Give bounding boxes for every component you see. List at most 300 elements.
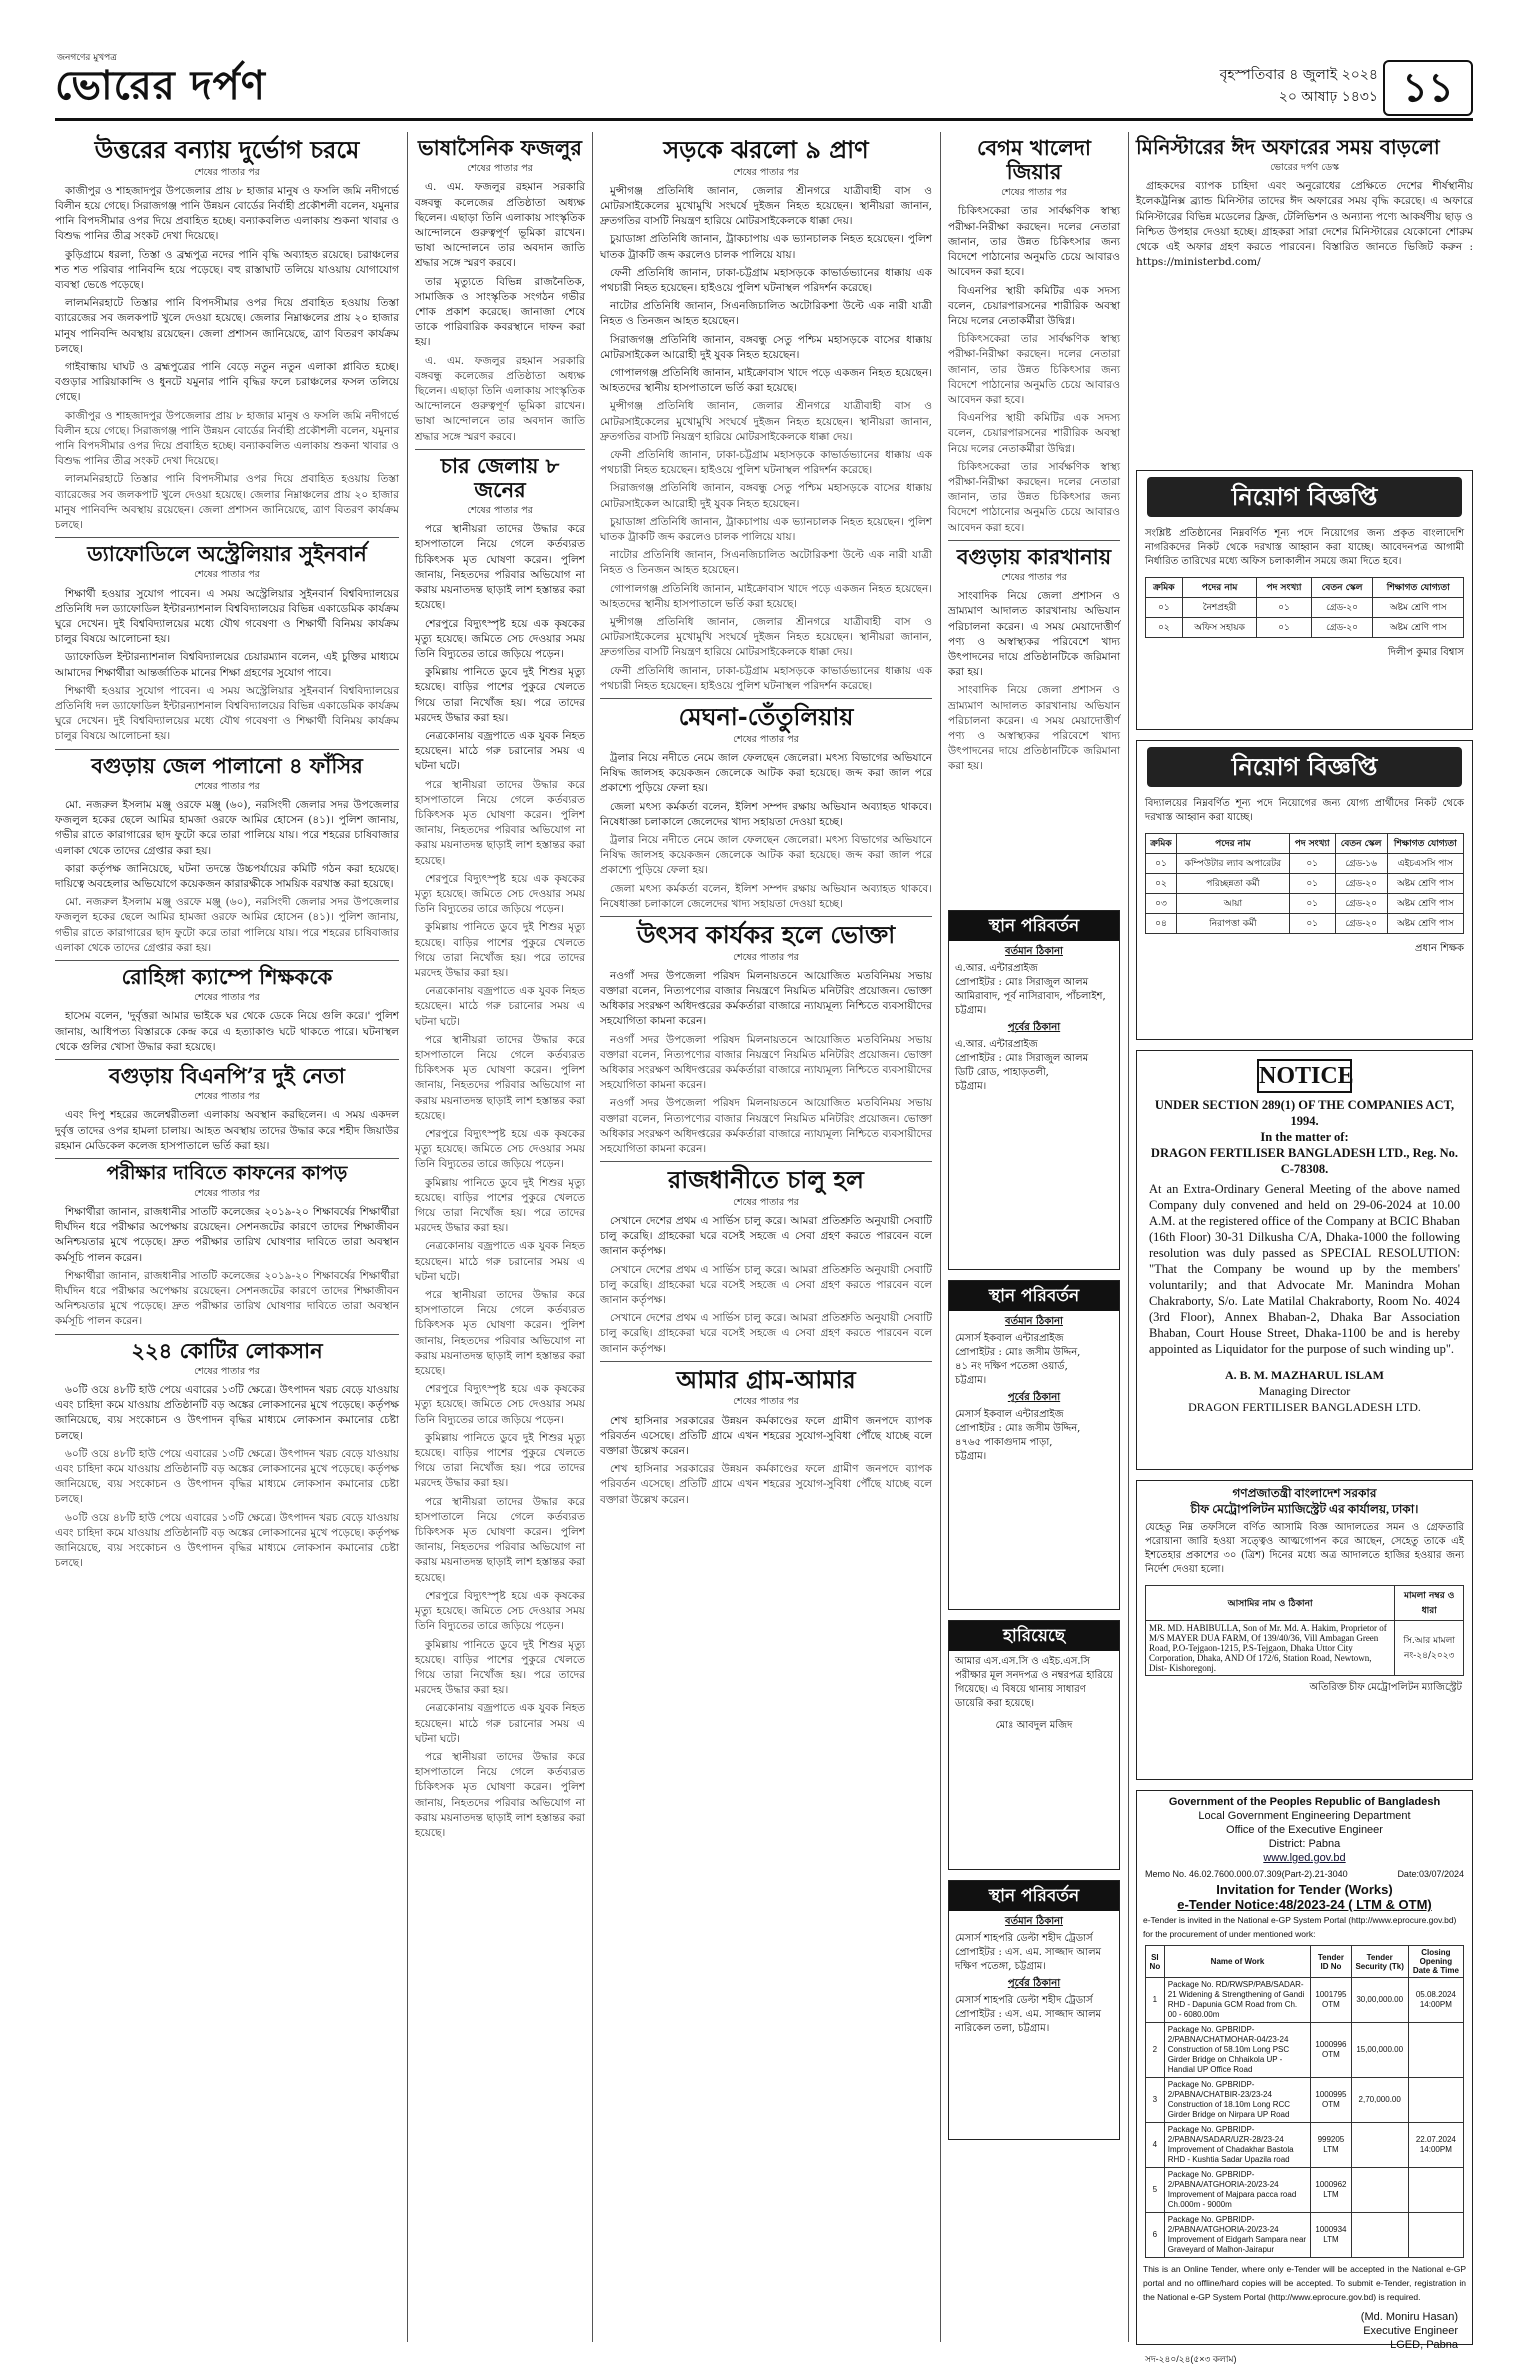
table-header: শিক্ষাগত যোগ্যতা	[1373, 578, 1464, 598]
article-paragraph: শিক্ষার্থী হওয়ার সুযোগ পাবেন। এ সময় অস্ট্রেলিয়ার সুইনবার্ন বিশ্ববিদ্যালয়ের প্রতিনিধি দল ড্যাফোডিল ইন্টারন্যাশনাল বিশ্ববিদ্যালয়ের বিভিন্ন একাডেমিক কার্যক্রম ঘুরে দেখেন। দুই বিশ্ববিদ্যালয়ের মধ্যে যৌথ গবেষণা ও শিক্ষার্থী বিনিময় কার্যক্রম চালুর বিষয়ে আলোচনা হয়।	[55, 684, 399, 743]
article-divider	[55, 1059, 399, 1060]
table-row	[1146, 2078, 1464, 2123]
previous-address-label: পূর্বের ঠিকানা	[1007, 1392, 1061, 1403]
job-ad-title: নিয়োগ বিজ্ঞপ্তি	[1147, 747, 1462, 787]
address-line: প্রোপাইটর : মোঃ সিরাজুল আলম	[955, 977, 1089, 988]
table-cell: কম্পিউটার ল্যাব অপারেটর	[1177, 854, 1290, 874]
headline-bnp-leaders: বগুড়ায় বিএনপি’র দুই নেতা	[109, 1062, 345, 1088]
headline-loss: ২২৪ কোটির লোকসান	[131, 1337, 323, 1363]
court-header-office: চীফ মেট্রোপলিটন ম্যাজিস্ট্রেট এর কার্যালয়, ঢাকা।	[1190, 1502, 1419, 1516]
continuation-label: শেষের পাতার পর	[733, 166, 799, 178]
article-paragraph: হাসেম বলেন, 'দুর্বৃত্তরা আমার ভাইকে ঘর থেকে ডেকে নিয়ে গুলি করে।' পুলিশ জানায়, আধিপত্য বিস্তারকে কেন্দ্র করে এ হত্যাকাণ্ড ঘটে থাকতে পারে। ঘটনাস্থল থেকে গুলির খোসা উদ্ধার করা হয়েছে।	[55, 1010, 399, 1053]
article-paragraph: জেলা মৎস্য কর্মকর্তা বলেন, ইলিশ সম্পদ রক্ষায় অভিযান অব্যাহত থাকবে। নিষেধাজ্ঞা চলাকালে জেলেদের খাদ্য সহায়তা দেওয়া হচ্ছে।	[600, 882, 932, 910]
tender-govt: Government of the Peoples Republic of Bangladesh	[1168, 1796, 1441, 1808]
court-signature: অতিরিক্ত চীফ মেট্রোপলিটন ম্যাজিস্ট্রেট	[1309, 1682, 1462, 1693]
article-paragraph: চিকিৎসকেরা তার সার্বক্ষণিক স্বাস্থ্য পরীক্ষা-নিরীক্ষা করছেন। দলের নেতারা জানান, তার উন্নত চিকিৎসার জন্য বিদেশে পাঠানোর অনুমতি চেয়ে আবারও আবেদন করা হবে।	[948, 460, 1120, 534]
column-2	[415, 132, 585, 2342]
court-proclamation	[1136, 1480, 1473, 1780]
article-paragraph: কুমিল্লায় পানিতে ডুবে দুই শিশুর মৃত্যু হয়েছে। বাড়ির পাশের পুকুরে খেলতে গিয়ে তারা নিখোঁজ হয়। পরে তাদের মরদেহ উদ্ধার করা হয়।	[415, 666, 585, 724]
table-cell: গ্রেড-২০	[1335, 894, 1387, 914]
article-paragraph: চুয়াডাঙ্গা প্রতিনিধি জানান, ট্রাকচাপায় এক ভ্যানচালক নিহত হয়েছেন। পুলিশ ঘাতক ট্রাকটি জব্দ করলেও চালক পালিয়ে যায়।	[600, 515, 932, 544]
previous-address-label: পূর্বের ঠিকানা	[1007, 1022, 1061, 1033]
table-cell: সি.আর মামলা নং-২৪/২০২৩	[1395, 1621, 1464, 1676]
lost-signature: মোঃ আবদুল মজিদ	[995, 1720, 1073, 1731]
continuation-label: শেষের পাতার পর	[733, 951, 799, 963]
tender-designation: Executive Engineer	[1363, 2325, 1458, 2337]
article-paragraph: কুমিল্লায় পানিতে ডুবে দুই শিশুর মৃত্যু হয়েছে। বাড়ির পাশের পুকুরে খেলতে গিয়ে তারা নিখোঁজ হয়। পরে তাদের মরদেহ উদ্ধার করা হয়।	[415, 1431, 585, 1490]
table-cell	[1408, 2078, 1463, 2123]
article-paragraph: বিএনপির স্থায়ী কমিটির এক সদস্য বলেন, চেয়ারপারসনের শারীরিক অবস্থা নিয়ে দলের নেতাকর্মীরা উদ্বিগ্ন।	[948, 412, 1120, 455]
table-cell: 15,00,000.00	[1351, 2023, 1408, 2078]
table-header: পদের নাম	[1177, 834, 1290, 854]
table-cell: Package No. GPBRIDP-2/PABNA/CHATBIR-23/23-24 Construction of 18.10m Long RCC Girder Bridge on Nirpara UP Road	[1164, 2078, 1310, 2123]
table-cell: ০১	[1289, 914, 1335, 934]
address-line: প্রোপাইটর : মোঃ সিরাজুল আলম	[955, 1053, 1089, 1064]
article-divider	[55, 537, 399, 538]
article-paragraph: পরে স্থানীয়রা তাদের উদ্ধার করে হাসপাতালে নিয়ে গেলে কর্তব্যরত চিকিৎসক মৃত ঘোষণা করেন। পুলিশ জানায়, নিহতদের পরিবার অভিযোগ না করায় ময়নাতদন্ত ছাড়াই লাশ হস্তান্তর করা হয়েছে।	[415, 778, 585, 867]
table-row	[1146, 854, 1464, 874]
article-divider	[600, 698, 932, 699]
job-ad-text: সংশ্লিষ্ট প্রতিষ্ঠানের নিম্নবর্ণিত শূন্য পদে নিয়োগের জন্য প্রকৃত বাংলাদেশি নাগরিকদের নিকট থেকে দরখাস্ত আহ্বান করা যাচ্ছে। আবেদনপত্র আগামী নির্ধারিত তারিখের মধ্যে অফিস চলাকালীন সময়ে জমা দিতে হবে।	[1145, 528, 1464, 567]
article-paragraph: নাটোর প্রতিনিধি জানান, সিএনজিচালিত অটোরিকশা উল্টে এক নারী যাত্রী নিহত ও তিনজন আহত হয়েছেন।	[600, 549, 932, 577]
continuation-label: শেষের পাতার পর	[194, 1091, 260, 1103]
newspaper-logo: ভোরের দর্পণ	[55, 62, 266, 109]
table-row	[1146, 894, 1464, 914]
article-paragraph: কুমিল্লায় পানিতে ডুবে দুই শিশুর মৃত্যু হয়েছে। বাড়ির পাশের পুকুরে খেলতে গিয়ে তারা নিখোঁজ হয়। পরে তাদের মরদেহ উদ্ধার করা হয়।	[415, 1176, 585, 1235]
address-line: এ.আর. এন্টারপ্রাইজ	[955, 1039, 1038, 1050]
article-paragraph: পরে স্থানীয়রা তাদের উদ্ধার করে হাসপাতালে নিয়ে গেলে কর্তব্যরত চিকিৎসক মৃত ঘোষণা করেন। পুলিশ জানায়, নিহতদের পরিবার অভিযোগ না করায় ময়নাতদন্ত ছাড়াই লাশ হস্তান্তর করা হয়েছে।	[415, 523, 585, 612]
continuation-label: শেষের পাতার পর	[194, 166, 260, 178]
classified-address-change-2	[948, 1280, 1120, 1610]
table-header: Tender Security (Tk)	[1351, 1946, 1408, 1978]
table-cell: 30,00,000.00	[1351, 1978, 1408, 2023]
address-line: নারিকেল তলা, চট্টগ্রাম।	[955, 2023, 1050, 2034]
article-paragraph: পরে স্থানীয়রা তাদের উদ্ধার করে হাসপাতালে নিয়ে গেলে কর্তব্যরত চিকিৎসক মৃত ঘোষণা করেন। পুলিশ জানায়, নিহতদের পরিবার অভিযোগ না করায় ময়নাতদন্ত ছাড়াই লাশ হস্তান্তর করা হয়েছে।	[415, 1495, 585, 1584]
column-divider	[407, 132, 408, 2342]
article-paragraph: সেখানে দেশের প্রথম এ সার্ভিস চালু করে। আমরা প্রতিশ্রুতি অনুযায়ী সেবাটি চালু করেছি। গ্রাহকেরা ঘরে বসেই সহজে এ সেবা গ্রহণ করতে পারবেন বলে জানান কর্তৃপক্ষ।	[600, 1214, 932, 1258]
article-divider	[55, 960, 399, 961]
article-paragraph: শিক্ষার্থীরা জানান, রাজধানীর সাতটি কলেজের ২০১৯-২০ শিক্ষাবর্ষের শিক্ষার্থীরা দীর্ঘদিন ধরে পরীক্ষার অপেক্ষায় রয়েছেন। সেশনজটের কারণে তাদের শিক্ষাজীবন অনিশ্চয়তার মুখে পড়েছে। দ্রুত পরীক্ষার তারিখ ঘোষণার দাবিতে তারা অবস্থান কর্মসূচি পালন করেন।	[55, 1205, 399, 1264]
job-ad-table	[1145, 577, 1464, 638]
article-paragraph: সিরাজগঞ্জ প্রতিনিধি জানান, বঙ্গবন্ধু সেতু পশ্চিম মহাসড়কে বাসের ধাক্কায় মোটরসাইকেল আরোহী দুই যুবক নিহত হয়েছেন।	[600, 482, 932, 510]
article-divider	[55, 1158, 399, 1159]
continuation-label: শেষের পাতার পর	[733, 1396, 799, 1408]
table-header: পদ সংখ্যা	[1257, 578, 1311, 598]
table-header: বেতন স্কেল	[1335, 834, 1387, 854]
table-cell: 5	[1146, 2168, 1165, 2213]
address-line: ৪১ নং দক্ষিণ পতেঙ্গা ওয়ার্ড,	[955, 1361, 1068, 1372]
notice-matter: In the matter of:	[1260, 1130, 1349, 1144]
companies-act-notice	[1136, 1050, 1473, 1470]
table-cell: 1000995 OTM	[1311, 2078, 1351, 2123]
table-header: Closing Opening Date & Time	[1408, 1946, 1463, 1978]
page-number: ১১	[1383, 60, 1473, 116]
headline-capital-launch: রাজধানীতে চালু হল	[668, 1165, 864, 1195]
article-paragraph: নওগাঁ সদর উপজেলা পরিষদ মিলনায়তনে আয়োজিত মতবিনিময় সভায় বক্তারা বলেন, নিত্যপণ্যের বাজার নিয়ন্ত্রণে নিয়মিত মনিটরিং প্রয়োজন। ভোক্তা অধিকার সংরক্ষণ অধিদপ্তরের কর্মকর্তারা বাজারে ন্যায্যমূল্য নিশ্চিতে ব্যবসায়ীদের সহযোগিতা কামনা করেন।	[600, 1097, 932, 1155]
table-cell: অষ্টম শ্রেণি পাস	[1387, 894, 1463, 914]
article-paragraph: ট্রলার নিয়ে নদীতে নেমে জাল ফেলছেন জেলেরা। মৎস্য বিভাগের অভিযানে নিষিদ্ধ জালসহ কয়েকজন জেলেকে আটক করা হয়েছে। জব্দ করা জাল পরে প্রকাশ্যে পুড়িয়ে ফেলা হয়।	[600, 751, 932, 795]
table-cell: 3	[1146, 2078, 1165, 2123]
table-cell: 05.08.2024 14:00PM	[1408, 1978, 1463, 2023]
notice-company: DRAGON FERTILISER BANGLADESH LTD., Reg. No. C-78308.	[1150, 1146, 1459, 1176]
article-paragraph: ফেনী প্রতিনিধি জানান, ঢাকা-চট্টগ্রাম মহাসড়কে কাভার্ডভ্যানের ধাক্কায় এক পথচারী নিহত হয়েছেন। হাইওয়ে পুলিশ ঘটনাস্থল পরিদর্শন করেছে।	[600, 449, 932, 477]
notice-signatory: A. B. M. MAZHARUL ISLAM	[1224, 1368, 1384, 1382]
court-text: যেহেতু নিম্ন তফসিলে বর্ণিত আসামি বিজ্ঞ আদালতের সমন ও গ্রেফতারি পরোয়ানা জারি হওয়া সত্ত্বেও আত্মগোপন করে আছেন, সেহেতু তাকে এই ইশতেহার প্রকাশের ৩০ (ত্রিশ) দিনের মধ্যে অত্র আদালতে হাজির হওয়ার জন্য নির্দেশ দেওয়া হলো।	[1145, 1522, 1464, 1575]
address-line: মেসার্স শাহপরি ডেল্টা শহীদ ট্রেডার্স	[955, 1933, 1093, 1944]
table-cell: অষ্টম শ্রেণি পাস	[1387, 914, 1463, 934]
table-cell: ০১	[1289, 894, 1335, 914]
current-address-label: বর্তমান ঠিকানা	[1005, 1916, 1063, 1927]
article-paragraph: নেত্রকোনায় বজ্রপাতে এক যুবক নিহত হয়েছেন। মাঠে গরু চরানোর সময় এ ঘটনা ঘটে।	[415, 1702, 585, 1745]
continuation-label: শেষের পাতার পর	[194, 1187, 260, 1199]
court-table	[1145, 1585, 1464, 1676]
table-cell	[1351, 2123, 1408, 2168]
table-header: মামলা নম্বর ও ধারা	[1395, 1586, 1464, 1621]
table-row	[1146, 1621, 1464, 1676]
tender-invitation: Invitation for Tender (Works)	[1216, 1882, 1393, 1897]
headline-festival-consumer: উৎসব কার্যকর হলে ভোক্তা	[636, 919, 896, 949]
current-address-label: বর্তমান ঠিকানা	[1005, 1316, 1063, 1327]
headline-minister-offer: মিনিস্টারের ঈদ অফারের সময় বাড়লো	[1136, 135, 1440, 159]
table-header: বেতন স্কেল	[1311, 578, 1373, 598]
table-cell: ০২	[1146, 874, 1177, 894]
table-cell: এইচএসসি পাস	[1387, 854, 1463, 874]
issue-date	[1220, 64, 1378, 108]
table-row	[1146, 914, 1464, 934]
table-header: Sl No	[1146, 1946, 1165, 1978]
classified-title: স্থান পরিবর্তন	[949, 1281, 1119, 1311]
classified-title: স্থান পরিবর্তন	[949, 911, 1119, 941]
article-paragraph: ৬০টি ওয়ে ৪৮টি হাউ পেয়ে এবারের ১৩টি ক্ষেত্রে। উৎপাদন খরচ বেড়ে যাওয়ায় এবং চাহিদা কমে যাওয়ায় প্রতিষ্ঠানটি বড় অঙ্কের লোকসানের মুখে পড়েছে। কর্তৃপক্ষ জানিয়েছে, ব্যয় সংকোচন ও উৎপাদন বৃদ্ধির মাধ্যমে লোকসান কমানোর চেষ্টা চলছে।	[55, 1511, 399, 1570]
headline-daffodil: ড্যাফোডিলে অস্ট্রেলিয়ার সুইনবার্ন	[87, 541, 367, 567]
column-divider	[940, 132, 941, 2342]
article-paragraph: লালমনিরহাটে তিস্তার পানি বিপদসীমার ওপর দিয়ে প্রবাহিত হওয়ায় তিস্তা ব্যারেজের সব জলকপাট খুলে দেওয়া হয়েছে। জেলার নিম্নাঞ্চলের প্রায় ২০ হাজার মানুষ পানিবন্দি অবস্থায় রয়েছেন। জেলা প্রশাসন জানিয়েছে, ত্রাণ বিতরণ কার্যক্রম চলছে।	[55, 473, 399, 532]
table-header: Name of Work	[1164, 1946, 1310, 1978]
table-cell: Package No. GPBRIDP-2/PABNA/ATGHORIA-20/23-24 Improvement of Eidgarh Sampara near Graveyard of Malhon-Jairapur	[1164, 2213, 1310, 2258]
notice-company-name: DRAGON FERTILISER BANGLADESH LTD.	[1188, 1400, 1421, 1414]
table-header-row	[1146, 1586, 1464, 1621]
continuation-label: শেষের পাতার পর	[1001, 571, 1067, 583]
address-line: মেসার্স ইকবাল এন্টারপ্রাইজ	[955, 1409, 1064, 1420]
table-cell: 1000962 LTM	[1311, 2168, 1351, 2213]
table-cell: 4	[1146, 2123, 1165, 2168]
headline-jail-escape: বগুড়ায় জেল পালানো ৪ ফাঁসির	[91, 752, 363, 778]
headline-flood: উত্তরের বন্যায় দুর্ভোগ চরমে	[94, 135, 360, 164]
headline-khaleda-zia: বেগম খালেদা জিয়ার	[976, 135, 1092, 185]
table-cell: Package No. GPBRIDP-2/PABNA/CHATMOHAR-04/23-24 Construction of 58.10m Long PSC Girder Bridge on Chhaikola UP - Handial UP Office Road	[1164, 2023, 1310, 2078]
article-paragraph: পরে স্থানীয়রা তাদের উদ্ধার করে হাসপাতালে নিয়ে গেলে কর্তব্যরত চিকিৎসক মৃত ঘোষণা করেন। পুলিশ জানায়, নিহতদের পরিবার অভিযোগ না করায় ময়নাতদন্ত ছাড়াই লাশ হস্তান্তর করা হয়েছে।	[415, 1033, 585, 1122]
article-divider	[415, 449, 585, 450]
job-ad-2	[1136, 740, 1473, 1040]
continuation-label: শেষের পাতার পর	[194, 780, 260, 792]
article-paragraph: কুমিল্লায় পানিতে ডুবে দুই শিশুর মৃত্যু হয়েছে। বাড়ির পাশের পুকুরে খেলতে গিয়ে তারা নিখোঁজ হয়। পরে তাদের মরদেহ উদ্ধার করা হয়।	[415, 921, 585, 979]
table-cell: নৈশপ্রহরী	[1182, 598, 1257, 618]
continuation-label: শেষের পাতার পর	[194, 1365, 260, 1377]
job-ad-signature: প্রধান শিক্ষক	[1415, 943, 1464, 954]
table-cell: ০১	[1257, 598, 1311, 618]
court-header-govt: গণপ্রজাতন্ত্রী বাংলাদেশ সরকার	[1232, 1486, 1377, 1500]
lged-tender-notice	[1136, 1790, 1473, 2364]
tender-notice-number: e-Tender Notice:48/2023-24 ( LTM & OTM)	[1177, 1897, 1432, 1912]
article-paragraph: নেত্রকোনায় বজ্রপাতে এক যুবক নিহত হয়েছেন। মাঠে গরু চরানোর সময় এ ঘটনা ঘটে।	[415, 985, 585, 1028]
article-paragraph: ৬০টি ওয়ে ৪৮টি হাউ পেয়ে এবারের ১৩টি ক্ষেত্রে। উৎপাদন খরচ বেড়ে যাওয়ায় এবং চাহিদা কমে যাওয়ায় প্রতিষ্ঠানটি বড় অঙ্কের লোকসানের মুখে পড়েছে। কর্তৃপক্ষ জানিয়েছে, ব্যয় সংকোচন ও উৎপাদন বৃদ্ধির মাধ্যমে লোকসান কমানোর চেষ্টা চলছে।	[55, 1447, 399, 1506]
article-paragraph: পরে স্থানীয়রা তাদের উদ্ধার করে হাসপাতালে নিয়ে গেলে কর্তব্যরত চিকিৎসক মৃত ঘোষণা করেন। পুলিশ জানায়, নিহতদের পরিবার অভিযোগ না করায় ময়নাতদন্ত ছাড়াই লাশ হস্তান্তর করা হয়েছে।	[415, 1289, 585, 1378]
headline-my-village: আমার গ্রাম-আমার	[676, 1364, 856, 1394]
tender-office-sign: LGED, Pabna	[1390, 2339, 1458, 2351]
table-cell	[1408, 2023, 1463, 2078]
article-paragraph: লালমনিরহাটে তিস্তার পানি বিপদসীমার ওপর দিয়ে প্রবাহিত হওয়ায় তিস্তা ব্যারেজের সব জলকপাট খুলে দেওয়া হয়েছে। জেলার নিম্নাঞ্চলের প্রায় ২০ হাজার মানুষ পানিবন্দি অবস্থায় রয়েছেন। জেলা প্রশাসন জানিয়েছে, ত্রাণ বিতরণ কার্যক্রম চলছে।	[55, 297, 399, 355]
table-cell: ০১	[1289, 874, 1335, 894]
article-paragraph: সেখানে দেশের প্রথম এ সার্ভিস চালু করে। আমরা প্রতিশ্রুতি অনুযায়ী সেবাটি চালু করেছি। গ্রাহকেরা ঘরে বসেই সহজে এ সেবা গ্রহণ করতে পারবেন বলে জানান কর্তৃপক্ষ।	[600, 1263, 932, 1306]
article-paragraph: ফেনী প্রতিনিধি জানান, ঢাকা-চট্টগ্রাম মহাসড়কে কাভার্ডভ্যানের ধাক্কায় এক পথচারী নিহত হয়েছেন। হাইওয়ে পুলিশ ঘটনাস্থল পরিদর্শন করেছে।	[600, 664, 932, 692]
article-paragraph: কারা কর্তৃপক্ষ জানিয়েছে, ঘটনা তদন্তে উচ্চপর্যায়ের কমিটি গঠন করা হয়েছে। দায়িত্বে অবহেলার অভিযোগে কয়েকজন কারারক্ষীকে সাময়িক বরখাস্ত করা হয়েছে।	[55, 862, 399, 890]
table-row	[1146, 2168, 1464, 2213]
table-row	[1146, 598, 1464, 618]
table-cell: 1000934 LTM	[1311, 2213, 1351, 2258]
classified-address-change-1	[948, 910, 1120, 1270]
article-paragraph: এ. এম. ফজলুর রহমান সরকারি বঙ্গবন্ধু কলেজের প্রতিষ্ঠাতা অধ্যক্ষ ছিলেন। এছাড়া তিনি এলাকায় সাংস্কৃতিক আন্দোলনে গুরুত্বপূর্ণ ভূমিকা রাখেন। ভাষা আন্দোলনে তার অবদান জাতি শ্রদ্ধার সঙ্গে স্মরণ করবে।	[415, 181, 585, 270]
table-cell: গ্রেড-২০	[1311, 618, 1373, 638]
article-paragraph: নওগাঁ সদর উপজেলা পরিষদ মিলনায়তনে আয়োজিত মতবিনিময় সভায় বক্তারা বলেন, নিত্যপণ্যের বাজার নিয়ন্ত্রণে নিয়মিত মনিটরিং প্রয়োজন। ভোক্তা অধিকার সংরক্ষণ অধিদপ্তরের কর্মকর্তারা বাজারে ন্যায্যমূল্য নিশ্চিতে ব্যবসায়ীদের সহযোগিতা কামনা করেন।	[600, 1033, 932, 1092]
address-line: চট্টগ্রাম।	[955, 1005, 987, 1016]
article-paragraph: গোপালগঞ্জ প্রতিনিধি জানান, মাইক্রোবাস খাদে পড়ে একজন নিহত হয়েছেন। আহতদের স্থানীয় হাসপাতালে ভর্তি করা হয়েছে।	[600, 582, 932, 610]
address-line: ডিটি রোড, পাহাড়তলী,	[955, 1067, 1049, 1078]
article-paragraph: জেলা মৎস্য কর্মকর্তা বলেন, ইলিশ সম্পদ রক্ষায় অভিযান অব্যাহত থাকবে। নিষেধাজ্ঞা চলাকালে জেলেদের খাদ্য সহায়তা দেওয়া হচ্ছে।	[600, 800, 932, 828]
table-cell: পরিচ্ছন্নতা কর্মী	[1177, 874, 1290, 894]
table-cell: 6	[1146, 2213, 1165, 2258]
job-ad-signature: দিলীপ কুমার বিশ্বাস	[1387, 647, 1464, 658]
table-cell: Package No. RD/RWSP/PAB/SADAR-21 Widening & Strengthening of Gandi RHD - Dapunia GCM Road from Ch. 00 - 6080.00m	[1164, 1978, 1310, 2023]
table-cell: অষ্টম শ্রেণি পাস	[1373, 598, 1464, 618]
notice-resolution: At an Extra-Ordinary General Meeting of the above named Company duly convened and held on 29-06-2024 at 10.00 A.M. at the registered office of the Company at BCIC Bhaban (16th Floor) 30-31 Dilkusha C/A, Dhaka-1000 the following resolution was duly passed as SPECIAL RESOLUTION: "That the Company be wound up by the members' voluntarily; and that Advocate Mr. Manindra Mohan Chakraborty, S/o. Late Matilal Chakraborty, Room No. 4024 (3rd Floor), Annex Bhaban-2, Dhaka Bar Association Bhaban, Court House Street, Dhaka-1100 be and is hereby appointed as Liquidator for the purpose of such winding up".	[1149, 1182, 1460, 1356]
article-paragraph: সাংবাদিক নিয়ে জেলা প্রশাসন ও ভ্রাম্যমাণ আদালত কারখানায় অভিযান পরিচালনা করেন। এ সময় মেয়াদোত্তীর্ণ পণ্য ও অস্বাস্থ্যকর পরিবেশে খাদ্য উৎপাদনের দায়ে প্রতিষ্ঠানটিকে জরিমানা করা হয়।	[948, 590, 1120, 679]
classified-title: স্থান পরিবর্তন	[949, 1881, 1119, 1911]
headline-exam-demand: পরীক্ষার দাবিতে কাফনের কাপড়	[106, 1161, 348, 1184]
table-header-row	[1146, 834, 1464, 854]
article-paragraph: শেখ হাসিনার সরকারের উন্নয়ন কর্মকাণ্ডের ফলে গ্রামীণ জনপদে ব্যাপক পরিবর্তন এসেছে। প্রতিটি গ্রামে এখন শহরের সুযোগ-সুবিধা পৌঁছে যাচ্ছে বলে বক্তারা উল্লেখ করেন।	[600, 1414, 932, 1457]
table-cell: 1000996 OTM	[1311, 2023, 1351, 2078]
table-row	[1146, 618, 1464, 638]
table-cell: গ্রেড-১৬	[1335, 854, 1387, 874]
article-paragraph: মো. নজরুল ইসলাম মঞ্জু ওরফে মঞ্জু (৬০), নরসিংদী জেলার সদর উপজেলার ফজলুল হকের ছেলে আমির হামজা ওরফে আমির হোসেন (৪১)। পুলিশ জানায়, গভীর রাতে কারাগারের ছাদ ফুটো করে তারা পালিয়ে যায়। পরে শহরের চাষিবাজার এলাকা থেকে তাদের গ্রেপ্তার করা হয়।	[55, 896, 399, 954]
table-row	[1146, 874, 1464, 894]
article-paragraph: এ. এম. ফজলুর রহমান সরকারি বঙ্গবন্ধু কলেজের প্রতিষ্ঠাতা অধ্যক্ষ ছিলেন। এছাড়া তিনি এলাকায় সাংস্কৃতিক আন্দোলনে গুরুত্বপূর্ণ ভূমিকা রাখেন। ভাষা আন্দোলনে তার অবদান জাতি শ্রদ্ধার সঙ্গে স্মরণ করবে।	[415, 354, 585, 443]
classified-title: হারিয়েছে	[949, 1621, 1119, 1651]
address-line: এ.আর. এন্টারপ্রাইজ	[955, 963, 1038, 974]
table-row	[1146, 2123, 1464, 2168]
tender-table	[1145, 1945, 1464, 2258]
article-paragraph: এবং দিপু শহরের জলেশ্বরীতলা এলাকায় অবস্থান করছিলেন। এ সময় একদল দুর্বৃত্ত তাদের ওপর হামলা চালায়। আহত অবস্থায় তাদের উদ্ধার করে শহীদ জিয়াউর রহমান মেডিকেল কলেজ হাসপাতালে ভর্তি করা হয়।	[55, 1109, 399, 1152]
table-cell: অষ্টম শ্রেণি পাস	[1387, 874, 1463, 894]
article-paragraph: শেরপুরে বিদ্যুৎস্পৃষ্ট হয়ে এক কৃষকের মৃত্যু হয়েছে। জমিতে সেচ দেওয়ার সময় তিনি বিদ্যুতের তারে জড়িয়ে পড়েন।	[415, 1383, 585, 1426]
tender-department: Local Government Engineering Department	[1198, 1810, 1411, 1822]
table-cell	[1351, 2168, 1408, 2213]
continuation-label: শেষের পাতার পর	[194, 992, 260, 1004]
tender-ref: সদ-২৪০/২৪(৫×৩ কলাম)	[1145, 2354, 1237, 2364]
table-cell: ০৪	[1146, 914, 1177, 934]
address-line: প্রোপাইটর : এস. এম. সাজ্জাদ আলম	[955, 1947, 1102, 1958]
article-paragraph: শেরপুরে বিদ্যুৎস্পৃষ্ট হয়ে এক কৃষকের মৃত্যু হয়েছে। জমিতে সেচ দেওয়ার সময় তিনি বিদ্যুতের তারে জড়িয়ে পড়েন।	[415, 617, 585, 660]
table-header-row	[1146, 578, 1464, 598]
table-cell: 2,70,000.00	[1351, 2078, 1408, 2123]
article-paragraph: শিক্ষার্থীরা জানান, রাজধানীর সাতটি কলেজের ২০১৯-২০ শিক্ষাবর্ষের শিক্ষার্থীরা দীর্ঘদিন ধরে পরীক্ষার অপেক্ষায় রয়েছেন। সেশনজটের কারণে তাদের শিক্ষাজীবন অনিশ্চয়তার মুখে পড়েছে। দ্রুত পরীক্ষার তারিখ ঘোষণার দাবিতে তারা অবস্থান কর্মসূচি পালন করেন।	[55, 1269, 399, 1328]
article-paragraph: পরে স্থানীয়রা তাদের উদ্ধার করে হাসপাতালে নিয়ে গেলে কর্তব্যরত চিকিৎসক মৃত ঘোষণা করেন। পুলিশ জানায়, নিহতদের পরিবার অভিযোগ না করায় ময়নাতদন্ত ছাড়াই লাশ হস্তান্তর করা হয়েছে।	[415, 1750, 585, 1839]
article-paragraph: ড্যাফোডিল ইন্টারন্যাশনাল বিশ্ববিদ্যালয়ের চেয়ারম্যান বলেন, এই চুক্তির মাধ্যমে আমাদের শিক্ষার্থীরা আন্তর্জাতিক মানের শিক্ষা গ্রহণের সুযোগ পাবে।	[55, 651, 399, 679]
byline: ভোরের দর্পণ ডেস্ক	[1270, 162, 1339, 173]
notice-designation: Managing Director	[1258, 1384, 1351, 1398]
masthead-tagline: জনগণের মুখপত্র	[57, 53, 117, 63]
address-line: চট্টগ্রাম।	[955, 1081, 987, 1092]
lost-text: আমার এস.এস.সি ও এইচ.এস.সি পরীক্ষার মূল সনদপত্র ও নম্বরপত্র হারিয়ে গিয়েছে। এ বিষয়ে থানায় সাধারণ ডায়েরি করা হয়েছে।	[955, 1656, 1113, 1709]
table-cell: গ্রেড-২০	[1335, 874, 1387, 894]
tender-footer: This is an Online Tender, where only e-Tender will be accepted in the National e-GP portal and no offline/hard copies will be accepted. To submit e-Tender, registration in the National e-GP System Portal (http://www.eprocure.gov.bd) is required.	[1143, 2264, 1466, 2302]
table-row	[1146, 1978, 1464, 2023]
article-paragraph: কুড়িগ্রামে ধরলা, তিস্তা ও ব্রহ্মপুত্র নদের পানি বৃদ্ধি অব্যাহত রয়েছে। চরাঞ্চলের শত শত পরিবার পানিবন্দি হয়ে পড়েছে। বহু রাস্তাঘাট তলিয়ে যাওয়ায় যোগাযোগ ব্যবস্থা ভেঙে পড়েছে।	[55, 248, 399, 292]
article-paragraph: চিকিৎসকেরা তার সার্বক্ষণিক স্বাস্থ্য পরীক্ষা-নিরীক্ষা করছেন। দলের নেতারা জানান, তার উন্নত চিকিৎসার জন্য বিদেশে পাঠানোর অনুমতি চেয়ে আবারও আবেদন করা হবে।	[948, 333, 1120, 406]
continuation-label: শেষের পাতার পর	[1001, 187, 1067, 199]
classified-lost	[948, 1620, 1120, 1870]
headline-four-districts: চার জেলায় ৮ জনের	[440, 452, 560, 502]
article-paragraph: গোপালগঞ্জ প্রতিনিধি জানান, মাইক্রোবাস খাদে পড়ে একজন নিহত হয়েছেন। আহতদের স্থানীয় হাসপাতালে ভর্তি করা হয়েছে।	[600, 367, 932, 395]
address-line: প্রোপাইটর : এস. এম. সাজ্জাদ আলম	[955, 2009, 1102, 2020]
notice-section: UNDER SECTION 289(1) OF THE COMPANIES ACT, 1994.	[1154, 1098, 1455, 1128]
masthead	[55, 53, 1473, 121]
continuation-label: শেষের পাতার পর	[194, 569, 260, 581]
address-line: মেসার্স শাহপরি ডেল্টা শহীদ ট্রেডার্স	[955, 1995, 1093, 2006]
notice-title: NOTICE	[1257, 1059, 1352, 1093]
article-paragraph: মো. নজরুল ইসলাম মঞ্জু ওরফে মঞ্জু (৬০), নরসিংদী জেলার সদর উপজেলার ফজলুল হকের ছেলে আমির হামজা ওরফে আমির হোসেন (৪১)। পুলিশ জানায়, গভীর রাতে কারাগারের ছাদ ফুটো করে তারা পালিয়ে যায়। পরে শহরের চাষিবাজার এলাকা থেকে তাদের গ্রেপ্তার করা হয়।	[55, 798, 399, 857]
headline-language-veteran: ভাষাসৈনিক ফজলুর	[418, 135, 582, 160]
article-paragraph: কাজীপুর ও শাহজাদপুর উপজেলার প্রায় ৮ হাজার মানুষ ও ফসলি জমি নদীগর্ভে বিলীন হয়ে গেছে। সিরাজগঞ্জ পানি উন্নয়ন বোর্ডের নির্বাহী প্রকৌশলী বলেন, যমুনার পানি বিপদসীমার ওপর দিয়ে প্রবাহিত হচ্ছে। বন্যাকবলিত এলাকায় শুকনা খাবার ও বিশুদ্ধ পানির তীব্র সংকট দেখা দিয়েছে।	[55, 409, 399, 468]
table-header: শিক্ষাগত যোগ্যতা	[1387, 834, 1463, 854]
article-paragraph: চুয়াডাঙ্গা প্রতিনিধি জানান, ট্রাকচাপায় এক ভ্যানচালক নিহত হয়েছেন। পুলিশ ঘাতক ট্রাকটি জব্দ করলেও চালক পালিয়ে যায়।	[600, 233, 932, 261]
article-paragraph: গ্রাহকদের ব্যাপক চাহিদা এবং অনুরোধের প্রেক্ষিতে দেশের শীর্ষস্থানীয় ইলেকট্রনিক্স ব্র্যান্ড মিনিস্টার তাদের ঈদ অফারের সময় বৃদ্ধি করেছে। এ অফারে মিনিস্টারের বিভিন্ন মডেলের ফ্রিজ, টেলিভিশন ও অন্যান্য পণ্যে আকর্ষণীয় ছাড় ও নিশ্চিত উপহার দেওয়া হচ্ছে। গ্রাহকরা সারা দেশের মিনিস্টারের যেকোনো শোরুম থেকে এই অফার গ্রহণ করতে পারবেন। বিস্তারিত জানতে ভিজিট করুন : https://ministerbd.com/	[1136, 180, 1473, 269]
article-paragraph: মুন্সীগঞ্জ প্রতিনিধি জানান, জেলার শ্রীনগরে যাত্রীবাহী বাস ও মোটরসাইকেলের মুখোমুখি সংঘর্ষে দুইজন নিহত হয়েছেন। স্থানীয়রা জানান, দ্রুতগতির বাসটি নিয়ন্ত্রণ হারিয়ে মোটরসাইকেলকে ধাক্কা দেয়।	[600, 184, 932, 228]
date-line-bengali: ২০ আষাঢ় ১৪৩১	[1278, 89, 1378, 105]
headline-bogura-factory: বগুড়ায় কারখানায়	[956, 543, 1112, 569]
article-divider	[55, 749, 399, 750]
article-paragraph: শেখ হাসিনার সরকারের উন্নয়ন কর্মকাণ্ডের ফলে গ্রামীণ জনপদে ব্যাপক পরিবর্তন এসেছে। প্রতিটি গ্রামে এখন শহরের সুযোগ-সুবিধা পৌঁছে যাচ্ছে বলে বক্তারা উল্লেখ করেন।	[600, 1463, 932, 1506]
table-cell: ০১	[1257, 618, 1311, 638]
table-row	[1146, 2213, 1464, 2258]
continuation-label: শেষের পাতার পর	[733, 733, 799, 745]
table-cell: আয়া	[1177, 894, 1290, 914]
article-paragraph: সিরাজগঞ্জ প্রতিনিধি জানান, বঙ্গবন্ধু সেতু পশ্চিম মহাসড়কে বাসের ধাক্কায় মোটরসাইকেল আরোহী দুই যুবক নিহত হয়েছেন।	[600, 333, 932, 361]
table-cell: ০৩	[1146, 894, 1177, 914]
address-line: আমিরাবাদ, পূর্ব নাসিরাবাদ, পাঁচলাইশ,	[955, 991, 1106, 1002]
article-paragraph: ট্রলার নিয়ে নদীতে নেমে জাল ফেলছেন জেলেরা। মৎস্য বিভাগের অভিযানে নিষিদ্ধ জালসহ কয়েকজন জেলেকে আটক করা হয়েছে। জব্দ করা জাল পরে প্রকাশ্যে পুড়িয়ে ফেলা হয়।	[600, 833, 932, 877]
table-cell: MR. MD. HABIBULLA, Son of Mr. Md. A. Hakim, Proprietor of M/S MAYER DUA FARM, Of 139/40/36, Vill Ambagan Green Road, P.O-Tejgaon-1215, P.S-Tejgaon, Dhaka Uttor City Corporation, Dhaka, AND Of 172/6, Station Road, Newtown, Dist- Kishoregonj.	[1146, 1621, 1395, 1676]
job-ad-title: নিয়োগ বিজ্ঞপ্তি	[1147, 477, 1462, 517]
continuation-label: শেষের পাতার পর	[733, 1196, 799, 1208]
tender-website[interactable]: www.lged.gov.bd	[1263, 1852, 1346, 1864]
address-line: চট্টগ্রাম।	[955, 1451, 987, 1462]
table-cell: ০১	[1146, 598, 1183, 618]
classified-address-change-3	[948, 1880, 1120, 2140]
address-line: ৪৭৬৫ পাকাগুদাম পাড়া,	[955, 1437, 1053, 1448]
table-cell: অফিস সহায়ক	[1182, 618, 1257, 638]
table-header: আসামির নাম ও ঠিকানা	[1146, 1586, 1395, 1621]
article-paragraph: শেরপুরে বিদ্যুৎস্পৃষ্ট হয়ে এক কৃষকের মৃত্যু হয়েছে। জমিতে সেচ দেওয়ার সময় তিনি বিদ্যুতের তারে জড়িয়ে পড়েন।	[415, 872, 585, 916]
headline-rohingya: রোহিঙ্গা ক্যাম্পে শিক্ষককে	[121, 964, 333, 990]
address-line: প্রোপাইটর : মোঃ জসীম উদ্দিন,	[955, 1347, 1081, 1358]
article-paragraph: মুন্সীগঞ্জ প্রতিনিধি জানান, জেলার শ্রীনগরে যাত্রীবাহী বাস ও মোটরসাইকেলের মুখোমুখি সংঘর্ষে দুইজন নিহত হয়েছেন। স্থানীয়রা জানান, দ্রুতগতির বাসটি নিয়ন্ত্রণ হারিয়ে মোটরসাইকেলকে ধাক্কা দেয়।	[600, 400, 932, 443]
article-paragraph: নাটোর প্রতিনিধি জানান, সিএনজিচালিত অটোরিকশা উল্টে এক নারী যাত্রী নিহত ও তিনজন আহত হয়েছেন।	[600, 300, 932, 328]
column-divider	[1128, 132, 1129, 2342]
article-paragraph: সেখানে দেশের প্রথম এ সার্ভিস চালু করে। আমরা প্রতিশ্রুতি অনুযায়ী সেবাটি চালু করেছি। গ্রাহকেরা ঘরে বসেই সহজে এ সেবা গ্রহণ করতে পারবেন বলে জানান কর্তৃপক্ষ।	[600, 1312, 932, 1355]
article-divider	[600, 1161, 932, 1162]
article-paragraph: ৬০টি ওয়ে ৪৮টি হাউ পেয়ে এবারের ১৩টি ক্ষেত্রে। উৎপাদন খরচ বেড়ে যাওয়ায় এবং চাহিদা কমে যাওয়ায় প্রতিষ্ঠানটি বড় অঙ্কের লোকসানের মুখে পড়েছে। কর্তৃপক্ষ জানিয়েছে, ব্যয় সংকোচন ও উৎপাদন বৃদ্ধির মাধ্যমে লোকসান কমানোর চেষ্টা চলছে।	[55, 1383, 399, 1442]
table-header: ক্রমিক	[1146, 834, 1177, 854]
table-cell: 999205 LTM	[1311, 2123, 1351, 2168]
article-paragraph: নওগাঁ সদর উপজেলা পরিষদ মিলনায়তনে আয়োজিত মতবিনিময় সভায় বক্তারা বলেন, নিত্যপণ্যের বাজার নিয়ন্ত্রণে নিয়মিত মনিটরিং প্রয়োজন। ভোক্তা অধিকার সংরক্ষণ অধিদপ্তরের কর্মকর্তারা বাজারে ন্যায্যমূল্য নিশ্চিতে ব্যবসায়ীদের সহযোগিতা কামনা করেন।	[600, 969, 932, 1028]
table-cell: ০১	[1289, 854, 1335, 874]
address-line: চট্টগ্রাম।	[955, 1375, 987, 1386]
address-line: মেসার্স ইকবাল এন্টারপ্রাইজ	[955, 1333, 1064, 1344]
job-ad-text: বিদ্যালয়ের নিম্নবর্ণিত শূন্য পদে নিয়োগের জন্য যোগ্য প্রার্থীদের নিকট থেকে দরখাস্ত আহ্বান করা যাচ্ছে।	[1145, 798, 1464, 823]
table-cell: Package No. GPBRIDP-2/PABNA/SADAR/UZR-28/23-24 Improvement of Chadakhar Bastola RHD - Kushtia Sadar Upazila road	[1164, 2123, 1310, 2168]
tender-intro: e-Tender is invited in the National e-GP System Portal (http://www.eprocure.gov.bd) for the procurement of under mentioned work:	[1143, 1915, 1457, 1939]
article-paragraph: গাইবান্ধায় ঘাঘট ও ব্রহ্মপুত্রের পানি বেড়ে নতুন নতুন এলাকা প্লাবিত হচ্ছে। বগুড়ার সারিয়াকান্দি ও ধুনটে যমুনার পানি বৃদ্ধির ফলে চরাঞ্চলের ফসল তলিয়ে গেছে।	[55, 361, 399, 404]
table-cell: গ্রেড-২০	[1311, 598, 1373, 618]
article-paragraph: শিক্ষার্থী হওয়ার সুযোগ পাবেন। এ সময় অস্ট্রেলিয়ার সুইনবার্ন বিশ্ববিদ্যালয়ের প্রতিনিধি দল ড্যাফোডিল ইন্টারন্যাশনাল বিশ্ববিদ্যালয়ের বিভিন্ন একাডেমিক কার্যক্রম ঘুরে দেখেন। দুই বিশ্ববিদ্যালয়ের মধ্যে যৌথ গবেষণা ও শিক্ষার্থী বিনিময় কার্যক্রম চালুর বিষয়ে আলোচনা হয়।	[55, 587, 399, 646]
tender-date: Date:03/07/2024	[1397, 1869, 1464, 1879]
article-paragraph: চিকিৎসকেরা তার সার্বক্ষণিক স্বাস্থ্য পরীক্ষা-নিরীক্ষা করছেন। দলের নেতারা জানান, তার উন্নত চিকিৎসার জন্য বিদেশে পাঠানোর অনুমতি চেয়ে আবারও আবেদন করা হবে।	[948, 205, 1120, 279]
article-divider	[600, 916, 932, 917]
table-cell: গ্রেড-২০	[1335, 914, 1387, 934]
article-paragraph: শেরপুরে বিদ্যুৎস্পৃষ্ট হয়ে এক কৃষকের মৃত্যু হয়েছে। জমিতে সেচ দেওয়ার সময় তিনি বিদ্যুতের তারে জড়িয়ে পড়েন।	[415, 1589, 585, 1633]
headline-road-accidents: সড়কে ঝরলো ৯ প্রাণ	[663, 135, 869, 164]
article-paragraph: সাংবাদিক নিয়ে জেলা প্রশাসন ও ভ্রাম্যমাণ আদালত কারখানায় অভিযান পরিচালনা করেন। এ সময় মেয়াদোত্তীর্ণ পণ্য ও অস্বাস্থ্যকর পরিবেশে খাদ্য উৎপাদনের দায়ে প্রতিষ্ঠানটিকে জরিমানা করা হয়।	[948, 684, 1120, 773]
table-cell	[1408, 2168, 1463, 2213]
column-divider	[592, 132, 593, 2342]
article-paragraph: মুন্সীগঞ্জ প্রতিনিধি জানান, জেলার শ্রীনগরে যাত্রীবাহী বাস ও মোটরসাইকেলের মুখোমুখি সংঘর্ষে দুইজন নিহত হয়েছেন। স্থানীয়রা জানান, দ্রুতগতির বাসটি নিয়ন্ত্রণ হারিয়ে মোটরসাইকেলকে ধাক্কা দেয়।	[600, 616, 932, 659]
article-paragraph: তার মৃত্যুতে বিভিন্ন রাজনৈতিক, সামাজিক ও সাংস্কৃতিক সংগঠন গভীর শোক প্রকাশ করেছে। জানাজা শেষে তাকে পারিবারিক কবরস্থানে দাফন করা হয়।	[415, 275, 585, 349]
tender-memo: Memo No. 46.02.7600.000.07.309(Part-2).21-3040	[1145, 1869, 1348, 1879]
article-paragraph: কুমিল্লায় পানিতে ডুবে দুই শিশুর মৃত্যু হয়েছে। বাড়ির পাশের পুকুরে খেলতে গিয়ে তারা নিখোঁজ হয়। পরে তাদের মরদেহ উদ্ধার করা হয়।	[415, 1638, 585, 1697]
table-row	[1146, 2023, 1464, 2078]
table-cell: ০২	[1146, 618, 1183, 638]
table-header-row	[1146, 1946, 1464, 1978]
table-header: পদ সংখ্যা	[1289, 834, 1335, 854]
table-cell: অষ্টম শ্রেণি পাস	[1373, 618, 1464, 638]
table-header: Tender ID No	[1311, 1946, 1351, 1978]
job-ad-table	[1145, 833, 1464, 934]
article-paragraph: বিএনপির স্থায়ী কমিটির এক সদস্য বলেন, চেয়ারপারসনের শারীরিক অবস্থা নিয়ে দলের নেতাকর্মীরা উদ্বিগ্ন।	[948, 284, 1120, 327]
table-cell: 22.07.2024 14:00PM	[1408, 2123, 1463, 2168]
headline-meghna-tetulia: মেঘনা-তেঁতুলিয়ায়	[678, 702, 854, 732]
address-line: প্রোপাইটর : মোঃ জসীম উদ্দিন,	[955, 1423, 1081, 1434]
table-cell	[1351, 2213, 1408, 2258]
column-1	[55, 132, 399, 2342]
article-paragraph: কাজীপুর ও শাহজাদপুর উপজেলার প্রায় ৮ হাজার মানুষ ও ফসলি জমি নদীগর্ভে বিলীন হয়ে গেছে। সিরাজগঞ্জ পানি উন্নয়ন বোর্ডের নির্বাহী প্রকৌশলী বলেন, যমুনার পানি বিপদসীমার ওপর দিয়ে প্রবাহিত হচ্ছে। বন্যাকবলিত এলাকায় শুকনা খাবার ও বিশুদ্ধ পানির তীব্র সংকট দেখা দিয়েছে।	[55, 184, 399, 243]
table-cell: 1	[1146, 1978, 1165, 2023]
current-address-label: বর্তমান ঠিকানা	[1005, 946, 1063, 957]
table-header: পদের নাম	[1182, 578, 1257, 598]
table-cell: 2	[1146, 2023, 1165, 2078]
tender-office: Office of the Executive Engineer	[1226, 1824, 1383, 1836]
continuation-label: শেষের পাতার পর	[467, 505, 533, 517]
article-paragraph: ফেনী প্রতিনিধি জানান, ঢাকা-চট্টগ্রাম মহাসড়কে কাভার্ডভ্যানের ধাক্কায় এক পথচারী নিহত হয়েছেন। হাইওয়ে পুলিশ ঘটনাস্থল পরিদর্শন করেছে।	[600, 266, 932, 295]
article-divider	[948, 540, 1120, 541]
table-cell	[1408, 2213, 1463, 2258]
article-paragraph: নেত্রকোনায় বজ্রপাতে এক যুবক নিহত হয়েছেন। মাঠে গরু চরানোর সময় এ ঘটনা ঘটে।	[415, 729, 585, 773]
job-ad-1	[1136, 470, 1473, 730]
article-divider	[600, 1361, 932, 1362]
article-paragraph: শেরপুরে বিদ্যুৎস্পৃষ্ট হয়ে এক কৃষকের মৃত্যু হয়েছে। জমিতে সেচ দেওয়ার সময় তিনি বিদ্যুতের তারে জড়িয়ে পড়েন।	[415, 1128, 585, 1171]
table-cell: ০১	[1146, 854, 1177, 874]
minister-ad-story	[1136, 132, 1473, 462]
